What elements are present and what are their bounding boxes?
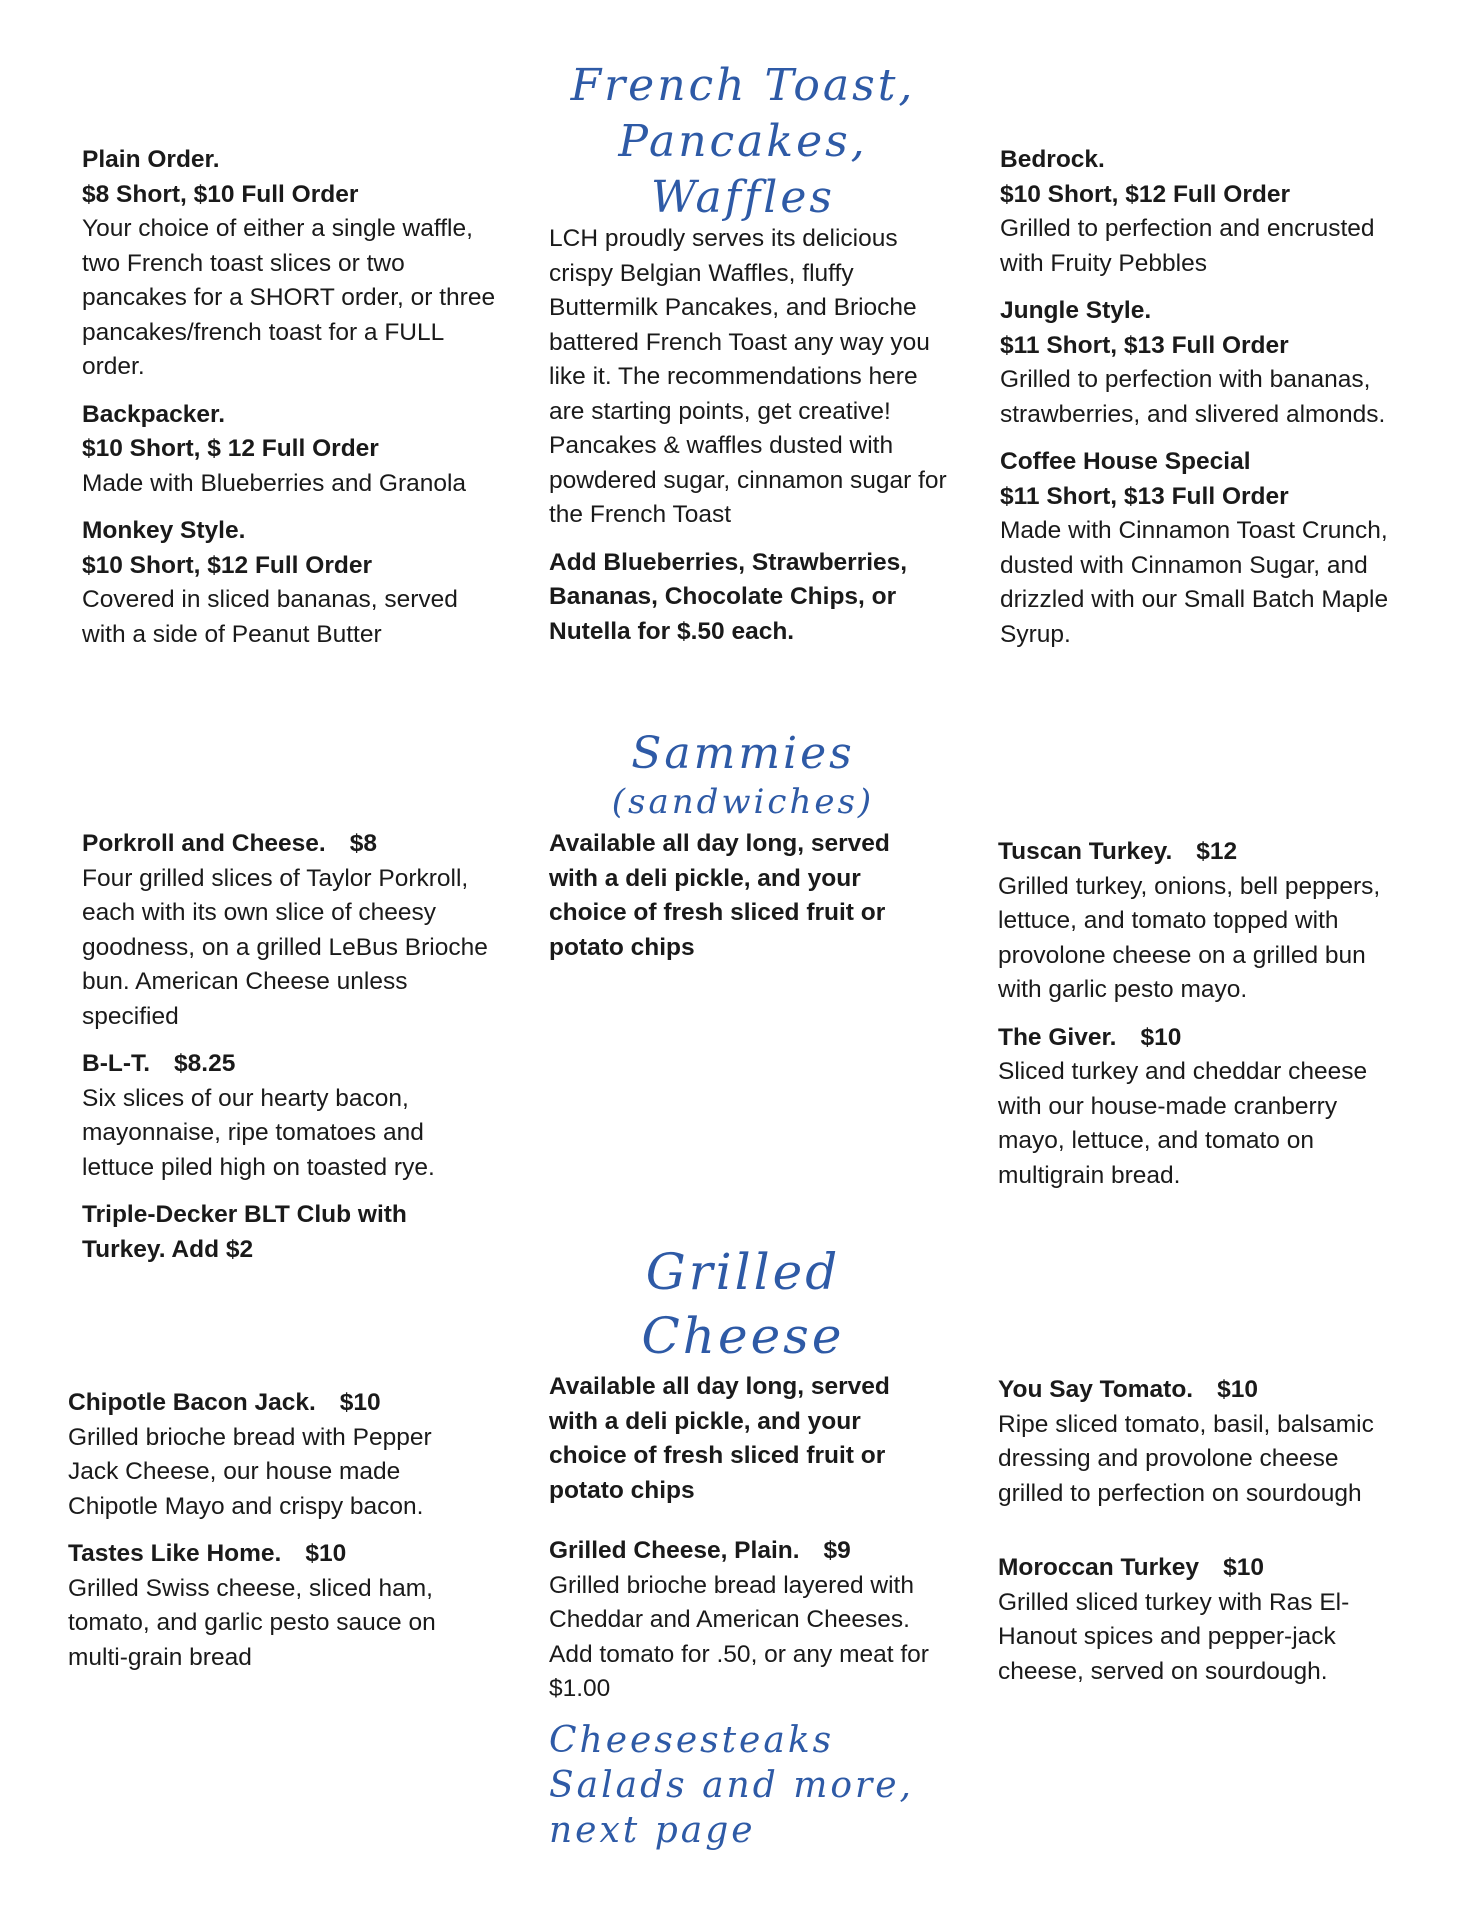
sammies-heading: Sammies (sandwiches) <box>598 728 888 824</box>
menu-item: Jungle Style. $11 Short, $13 Full Order Grilled to perfection with bananas, strawberries, and slivered almonds. <box>1000 297 1386 428</box>
menu-item: You Say Tomato. $10 Ripe sliced tomato, basil, balsamic dressing and provolone cheese grilled to perfection on sourdough <box>998 1376 1374 1507</box>
menu-item: Chipotle Bacon Jack. $10 Grilled brioche bread with Pepper Jack Cheese, our house made Chipotle Mayo and crispy bacon. <box>68 1389 432 1520</box>
french-toast-intro: LCH proudly serves its delicious crispy Belgian Waffles, fluffy Buttermilk Pancakes, and Brioche battered French Toast any way you like it. The recommendations here are starting points, get creative! Pancakes & waffles dusted with powdered sugar, cinnamon sugar for the French Toast <box>549 225 947 528</box>
grilled-cheese-center-column <box>549 1370 949 1707</box>
menu-item: Triple-Decker BLT Club with Turkey. Add $2 <box>82 1201 407 1263</box>
french-toast-addons: Add Blueberries, Strawberries, Bananas, Chocolate Chips, or Nutella for $.50 each. <box>549 548 908 645</box>
menu-item: The Giver. $10 Sliced turkey and cheddar cheese with our house-made cranberry mayo, lettuce, and tomato on multigrain bread. <box>998 1023 1368 1189</box>
french-toast-left-column <box>82 143 502 652</box>
menu-item: Porkroll and Cheese. $8 Four grilled slices of Taylor Porkroll, each with its own slice of cheesy goodness, on a grilled LeBus Brioche bun. American Cheese unless specified <box>82 830 488 1030</box>
menu-item: B-L-T. $8.25 Six slices of our hearty bacon, mayonnaise, ripe tomatoes and lettuce piled high on toasted rye. <box>82 1050 435 1181</box>
menu-item: Plain Order. $8 Short, $10 Full Order Your choice of either a single waffle, two French toast slices or two pancakes for a SHORT order, or three pancakes/french toast for a FULL order. <box>82 146 496 380</box>
next-page-note: Cheesesteaks Salads and more, next page <box>549 1720 914 1851</box>
sammies-intro: Available all day long, served with a deli pickle, and your choice of fresh sliced fruit or potato chips <box>549 830 890 961</box>
grilled-cheese-intro: Available all day long, served with a deli pickle, and your choice of fresh sliced fruit or potato chips <box>549 1373 890 1504</box>
menu-item: Moroccan Turkey $10 Grilled sliced turkey with Ras El-Hanout spices and pepper-jack cheese, served on sourdough. <box>998 1554 1350 1685</box>
menu-item: Tuscan Turkey. $12 Grilled turkey, onions, bell peppers, lettuce, and tomato topped with provolone cheese on a grilled bun with garlic pesto mayo. <box>998 838 1381 1003</box>
grilled-cheese-heading: Grilled Cheese <box>641 1243 845 1365</box>
sammies-left-column <box>82 827 502 1267</box>
menu-item: Monkey Style. $10 Short, $12 Full Order Covered in sliced bananas, served with a side of Peanut Butter <box>82 517 458 648</box>
menu-item: Bedrock. $10 Short, $12 Full Order Grilled to perfection and encrusted with Fruity Pebbles <box>1000 146 1375 277</box>
sammies-intro-column <box>549 827 929 965</box>
menu-item: Backpacker. $10 Short, $ 12 Full Order Made with Blueberries and Granola <box>82 400 467 497</box>
sammies-subheading: (sandwiches) <box>611 782 875 822</box>
menu-item: Grilled Cheese, Plain. $9 Grilled brioche bread layered with Cheddar and American Cheeses. Add tomato for .50, or any meat for $1.00 <box>549 1537 929 1702</box>
menu-item: Coffee House Special $11 Short, $13 Full Order Made with Cinnamon Toast Crunch, dusted with Cinnamon Sugar, and drizzled with our Small Batch Maple Syrup. <box>1000 448 1389 648</box>
sammies-right-column <box>998 835 1398 1193</box>
grilled-cheese-left-column <box>68 1386 468 1675</box>
french-toast-intro-column <box>549 222 949 649</box>
french-toast-right-column <box>1000 143 1400 652</box>
french-toast-heading: French Toast, Pancakes, Waffles <box>570 60 916 223</box>
menu-item: Tastes Like Home. $10 Grilled Swiss cheese, sliced ham, tomato, and garlic pesto sauce on multi-grain bread <box>68 1540 436 1671</box>
grilled-cheese-right-column <box>998 1373 1398 1689</box>
